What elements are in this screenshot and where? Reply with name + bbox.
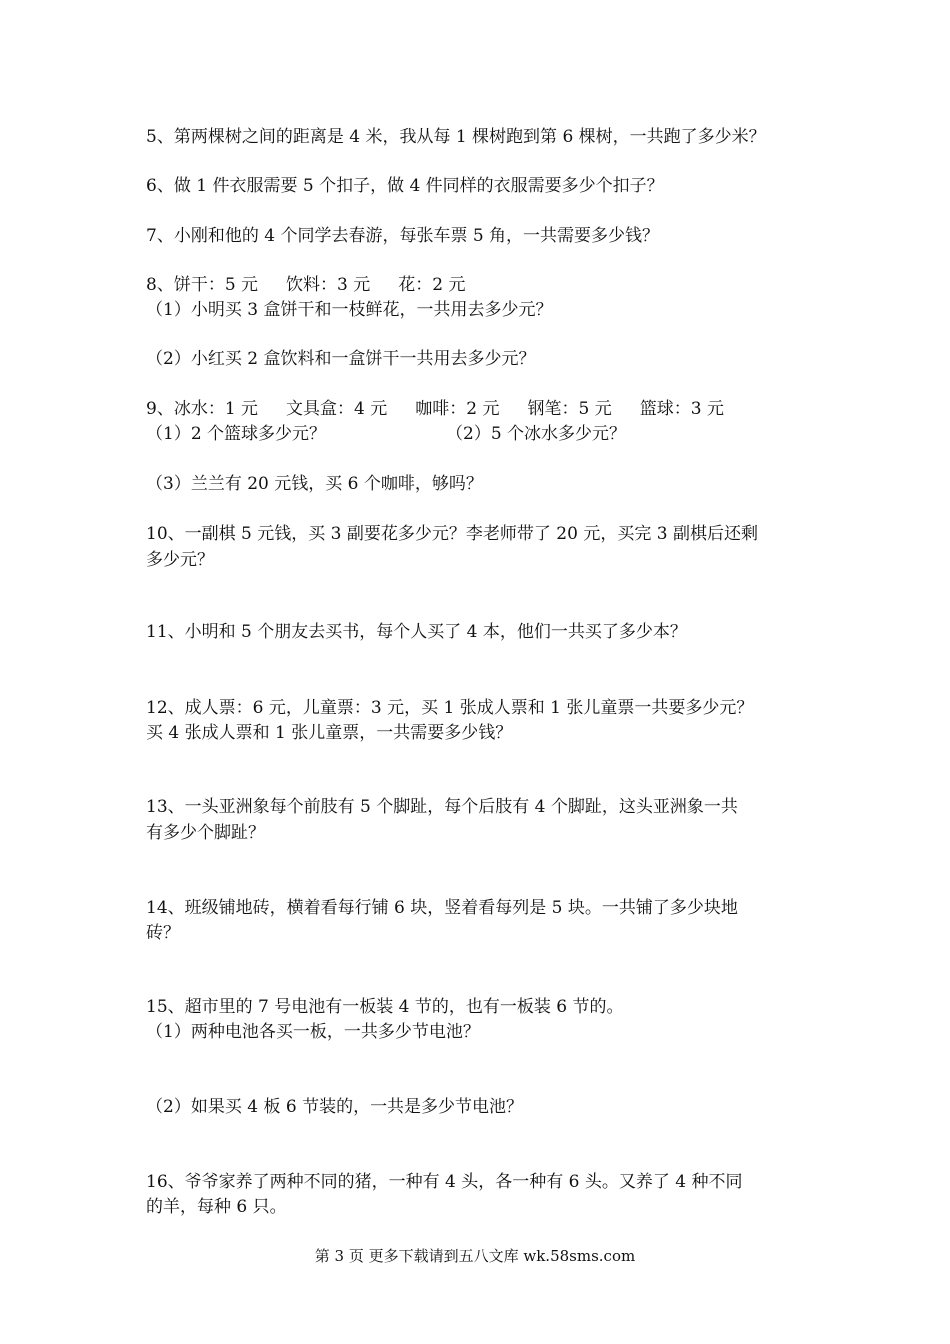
question-15-part-1: （1）两种电池各买一板，一共多少节电池？	[146, 1022, 480, 1042]
price-flower: 花：2 元	[398, 275, 466, 295]
price-ice-water: 9、冰水：1 元	[146, 399, 259, 419]
question-9-prices	[146, 398, 724, 420]
question-11: 11、小明和 5 个朋友去买书，每个人买了 4 本，他们一共买了多少本？	[146, 622, 687, 642]
question-16-line-1: 16、爷爷家养了两种不同的猪，一种有 4 头，各一种有 6 头。又养了 4 种不同	[146, 1172, 743, 1192]
page-footer: 第 3 页 更多下载请到五八文库 wk.58sms.com	[314, 1247, 636, 1265]
question-8-prices	[146, 274, 466, 296]
question-10-line-1: 10、一副棋 5 元钱，买 3 副要花多少元？李老师带了 20 元，买完 3 副棋后还剩	[146, 524, 758, 544]
question-8-part-1: （1）小明买 3 盒饼干和一枝鲜花，一共用去多少元？	[146, 300, 553, 320]
question-16-line-2: 的羊，每种 6 只。	[146, 1197, 287, 1217]
price-pencil-box: 文具盒：4 元	[286, 399, 388, 419]
question-13-line-2: 有多少个脚趾？	[146, 823, 265, 843]
question-9-part-2: （2）5 个冰水多少元？	[446, 424, 627, 444]
price-drink: 饮料：3 元	[286, 275, 371, 295]
question-14-line-1: 14、班级铺地砖，横着看每行铺 6 块，竖着看每列是 5 块。一共铺了多少块地	[146, 898, 738, 918]
question-9-part-3: （3）兰兰有 20 元钱，买 6 个咖啡，够吗？	[146, 474, 483, 494]
question-15: 15、超市里的 7 号电池有一板装 4 节的，也有一板装 6 节的。	[146, 997, 624, 1017]
question-7: 7、小刚和他的 4 个同学去春游，每张车票 5 角，一共需要多少钱？	[146, 226, 660, 246]
question-9-parts-row	[146, 423, 666, 445]
price-coffee: 咖啡：2 元	[415, 399, 500, 419]
price-pen: 钢笔：5 元	[527, 399, 612, 419]
question-12-line-1: 12、成人票：6 元，儿童票：3 元，买 1 张成人票和 1 张儿童票一共要多少元？	[146, 698, 754, 718]
price-biscuit: 8、饼干：5 元	[146, 275, 259, 295]
question-12-line-2: 买 4 张成人票和 1 张儿童票，一共需要多少钱？	[146, 723, 513, 743]
price-basketball: 篮球：3 元	[639, 399, 724, 419]
question-6: 6、做 1 件衣服需要 5 个扣子，做 4 件同样的衣服需要多少个扣子？	[146, 176, 664, 196]
question-10-line-2: 多少元？	[146, 550, 214, 570]
question-8-part-2: （2）小红买 2 盒饮料和一盒饼干一共用去多少元？	[146, 349, 536, 369]
question-9-part-1: （1）2 个篮球多少元？	[146, 424, 327, 444]
question-14-line-2: 砖？	[146, 923, 180, 943]
question-5: 5、第两棵树之间的距离是 4 米，我从每 1 棵树跑到第 6 棵树，一共跑了多少米？	[146, 127, 766, 147]
question-15-part-2: （2）如果买 4 板 6 节装的，一共是多少节电池？	[146, 1097, 524, 1117]
question-13-line-1: 13、一头亚洲象每个前肢有 5 个脚趾，每个后肢有 4 个脚趾，这头亚洲象一共	[146, 797, 738, 817]
